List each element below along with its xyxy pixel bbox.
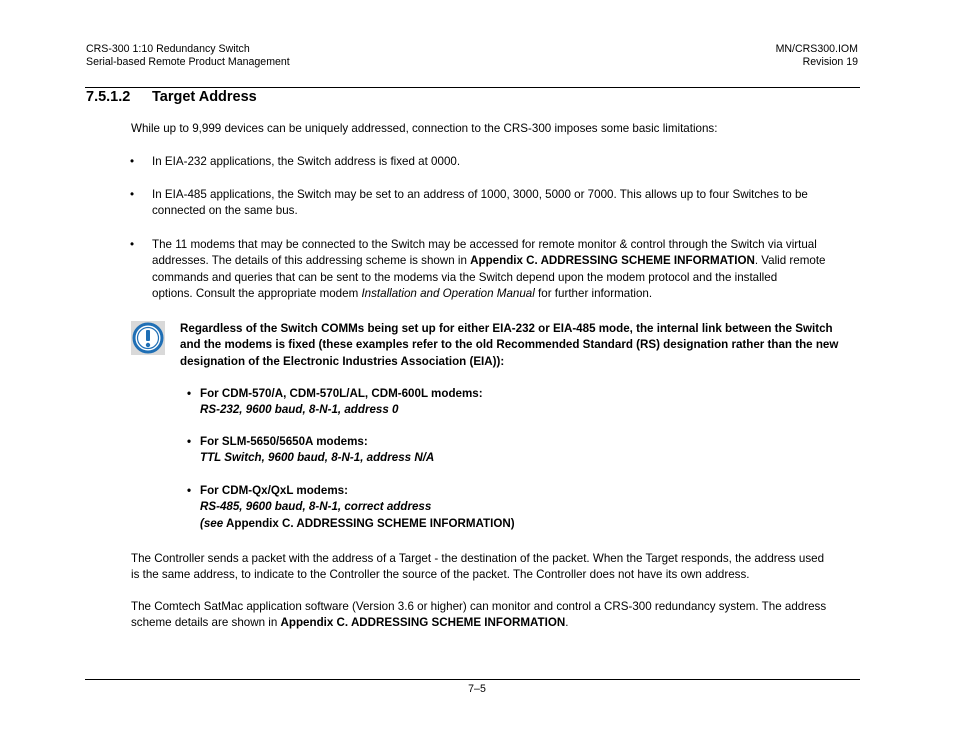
modem-group: For CDM-570/A, CDM-570L/AL, CDM-600L modems: <box>200 387 483 400</box>
doc-title: CRS-300 1:10 Redundancy Switch <box>86 43 250 55</box>
header-rule <box>85 87 860 88</box>
controller-paragraph: The Controller sends a packet with the address of a Target - the destination of the packet. When the Target responds, the address used is the same address, to indicate to the Controller the source of the packet. The Controller does not have its own address. <box>131 552 825 582</box>
bullet-text: In EIA-485 applications, the Switch may be set to an address of 1000, 3000, 5000 or 7000. This allows up to four Switches to be connected on the same bus. <box>152 188 808 218</box>
bullet-item <box>131 237 843 302</box>
bullet-dot: • <box>130 238 135 251</box>
note-bullet <box>187 434 687 467</box>
modem-group: For SLM-5650/5650A modems: <box>200 435 368 448</box>
note-text: Regardless of the Switch COMMs being set up for either EIA-232 or EIA-485 mode, the internal link between the Switch and the modems is fixed (these examples refer to the old Recommended Standard (RS) designation rather than the new designation of the Electronic Industries Association (EIA)): <box>180 322 839 368</box>
important-note-icon <box>131 321 165 355</box>
bullet-dot: • <box>130 155 135 168</box>
bullet-text: In EIA-232 applications, the Switch address is fixed at 0000. <box>152 155 461 168</box>
modem-group: For CDM-Qx/QxL modems: <box>200 484 348 497</box>
section-number: 7.5.1.2 <box>86 89 131 105</box>
doc-subtitle: Serial-based Remote Product Management <box>86 56 290 68</box>
intro-paragraph: While up to 9,999 devices can be uniquely addressed, connection to the CRS-300 imposes some basic limitations: <box>131 122 718 135</box>
doc-number: MN/CRS300.IOM <box>775 43 858 55</box>
appendix-reference: Appendix C. ADDRESSING SCHEME INFORMATION <box>470 254 755 268</box>
appendix-reference: Appendix C. ADDRESSING SCHEME INFORMATION) <box>223 516 515 530</box>
section-title: Target Address <box>152 89 257 105</box>
section-heading <box>86 89 257 105</box>
bullet-item <box>131 187 843 220</box>
bullet-dot: • <box>187 484 192 497</box>
footer-rule <box>85 679 860 680</box>
bullet-dot: • <box>187 387 192 400</box>
appendix-reference: Appendix C. ADDRESSING SCHEME INFORMATION <box>280 616 566 630</box>
header-right <box>776 43 858 69</box>
link-settings: RS-232, 9600 baud, 8-N-1, address 0 <box>200 403 399 417</box>
page-number: 7–5 <box>468 683 486 695</box>
bullet-text: The 11 modems that may be connected to the Switch may be accessed for remote monitor & control through the Switch via virtual addresses. The details of this addressing scheme is shown in Appendix C. ADDRESSING SCHEME INFORMATION. Valid remote commands and queries that can be sent to the modems via the Switch depend upon the modem protocol and the installed options. Consult the appropriate modem Installation and Operation Manual for further information. <box>152 238 826 300</box>
bullet-item <box>131 154 843 170</box>
doc-revision: Revision 19 <box>802 56 858 68</box>
bullet-dot: • <box>130 188 135 201</box>
link-settings: RS-485, 9600 baud, 8-N-1, correct address <box>200 500 432 514</box>
bullet-dot: • <box>187 435 192 448</box>
link-settings: TTL Switch, 9600 baud, 8-N-1, address N/A <box>200 451 435 465</box>
manual-reference: Installation and Operation Manual <box>361 286 535 300</box>
header-left <box>86 43 290 69</box>
satmac-paragraph: The Comtech SatMac application software (Version 3.6 or higher) can monitor and control a CRS-300 redundancy system. The address scheme details are shown in Appendix C. ADDRESSING SCHEME INFORMATION. <box>131 600 827 630</box>
note-bullet: • For CDM-Qx/QxL modems: RS-485, 9600 baud, 8-N-1, correct address (see Appendix C. ADDRESSING SCHEME INFORMATION) <box>187 484 515 530</box>
note-bullet <box>187 386 687 419</box>
